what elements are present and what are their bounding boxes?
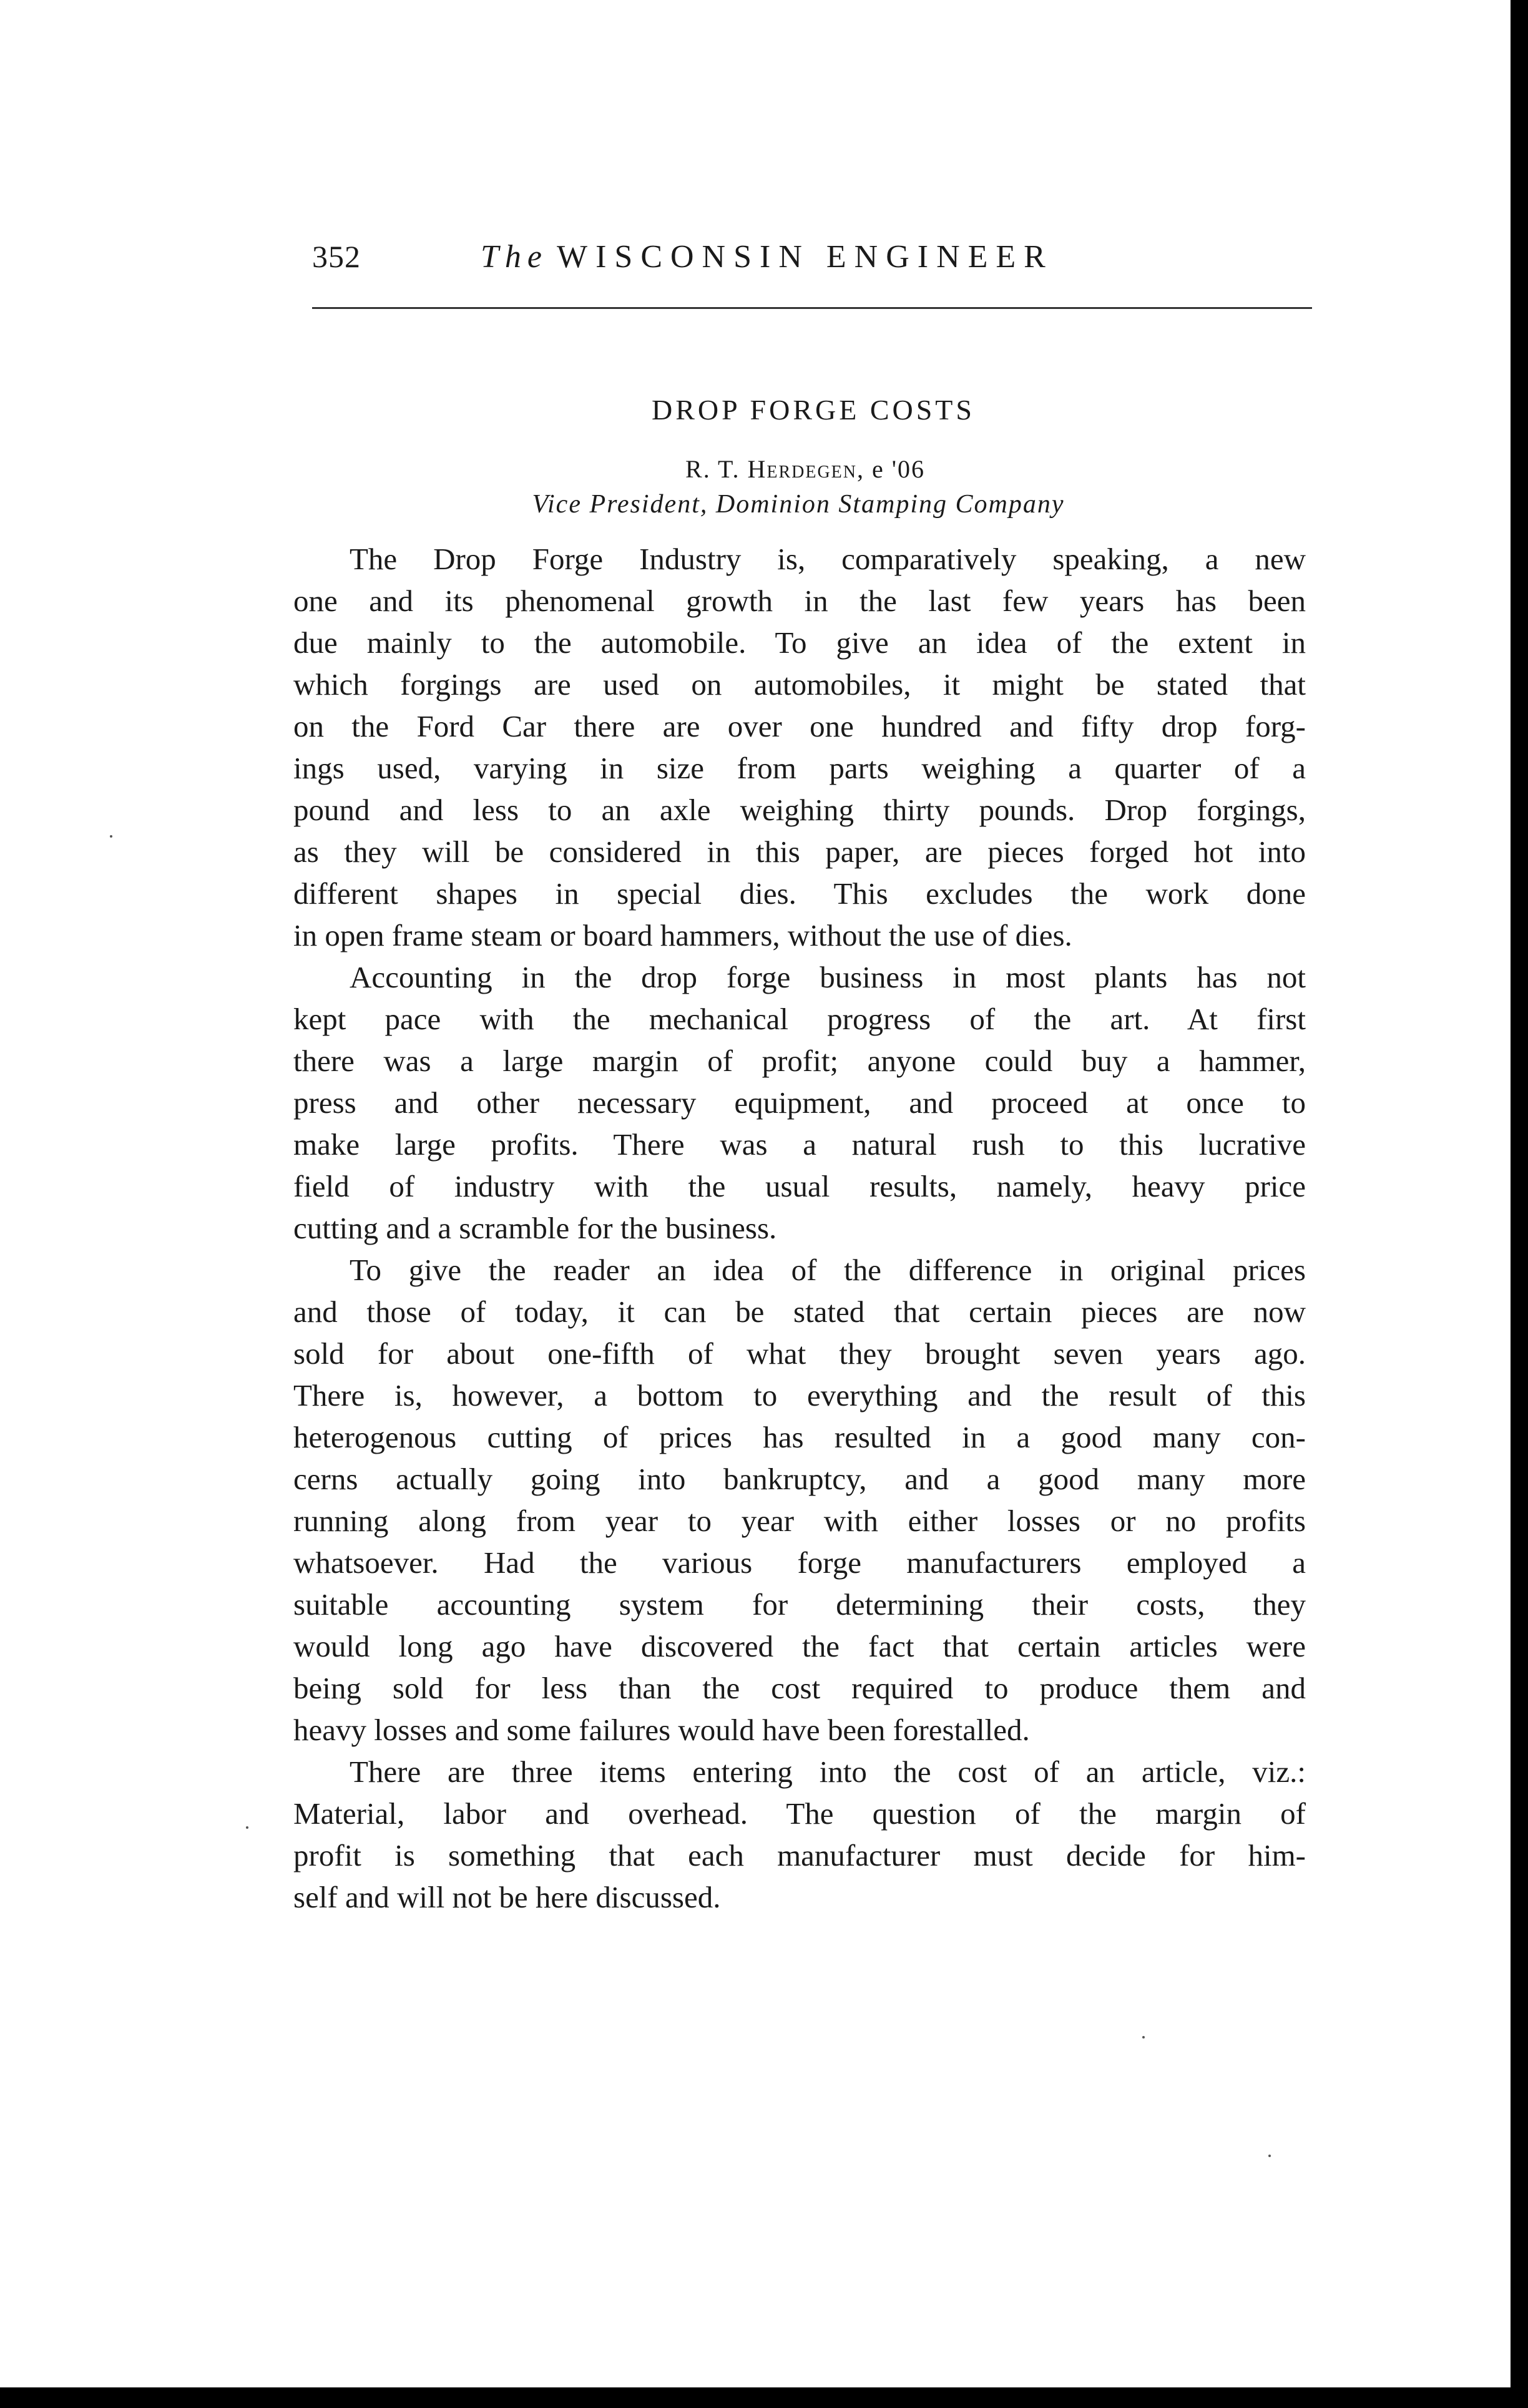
text-line: would long ago have discovered the fact that certain articles were [293, 1629, 1306, 1663]
journal-title [481, 238, 1054, 275]
text-line: profit is something that each manufacturer must decide for him- [293, 1838, 1306, 1872]
text-line: in open frame steam or board hammers, without the use of dies. [293, 918, 1072, 952]
text-line: as they will be considered in this paper, are pieces forged hot into [293, 834, 1306, 869]
article-body [293, 538, 1306, 1918]
text-line: running along from year to year with either losses or no profits [293, 1504, 1306, 1538]
text-line: on the Ford Car there are over one hundred and fifty drop forg- [293, 709, 1306, 743]
text-line: kept pace with the mechanical progress of the art. At first [293, 1002, 1306, 1036]
text-line: being sold for less than the cost required to produce them and [293, 1671, 1306, 1705]
text-line: ings used, varying in size from parts weighing a quarter of a [293, 751, 1306, 785]
text-line: press and other necessary equipment, and proceed at once to [293, 1085, 1306, 1120]
scan-speck [246, 1826, 248, 1829]
text-line: cerns actually going into bankruptcy, and a good many more [293, 1462, 1306, 1496]
text-line: which forgings are used on automobiles, it might be stated that [293, 667, 1306, 702]
text-line: one and its phenomenal growth in the last few years has been [293, 584, 1306, 618]
scan-speck [1142, 2036, 1145, 2038]
paragraph [293, 1249, 1306, 1751]
scan-speck [1268, 2155, 1271, 2157]
byline [0, 454, 1528, 484]
text-line: sold for about one-fifth of what they brought seven years ago. [293, 1336, 1306, 1371]
text-line: There is, however, a bottom to everything and the result of this [293, 1378, 1306, 1412]
paragraph [293, 956, 1306, 1249]
text-line: There are three items entering into the cost of an article, viz.: [350, 1755, 1306, 1789]
author-surname: Herdegen [747, 455, 857, 483]
journal-title-article: The [481, 239, 548, 275]
text-line: Material, labor and overhead. The question of the margin of [293, 1796, 1306, 1831]
running-head [312, 238, 1311, 282]
text-line: Accounting in the drop forge business in most plants has not [350, 960, 1306, 994]
author-affiliation: Vice President, Dominion Stamping Company [532, 490, 1065, 519]
text-line: and those of today, it can be stated that certain pieces are now [293, 1295, 1306, 1329]
text-line: pound and less to an axle weighing thirty pounds. Drop forgings, [293, 793, 1306, 827]
text-line: To give the reader an idea of the difference in original prices [350, 1253, 1306, 1287]
text-line: field of industry with the usual results, namely, heavy price [293, 1169, 1306, 1203]
author-initials: R. T. [685, 455, 740, 483]
paragraph [293, 538, 1306, 956]
text-line: whatsoever. Had the various forge manufacturers employed a [293, 1545, 1306, 1580]
page-number: 352 [312, 239, 361, 274]
text-line: The Drop Forge Industry is, comparatively speaking, a new [350, 542, 1306, 576]
header-rule [312, 307, 1312, 309]
scan-speck [110, 835, 112, 838]
text-line: make large profits. There was a natural rush to this lucrative [293, 1127, 1306, 1162]
text-line: cutting and a scramble for the business. [293, 1211, 777, 1245]
text-line: suitable accounting system for determining their costs, they [293, 1587, 1306, 1622]
journal-title-name: WISCONSIN ENGINEER [557, 239, 1054, 275]
text-line: due mainly to the automobile. To give an idea of the extent in [293, 625, 1306, 660]
text-line: heterogenous cutting of prices has resulted in a good many con- [293, 1420, 1306, 1454]
text-line: different shapes in special dies. This excludes the work done [293, 876, 1306, 911]
author-class: , e '06 [857, 455, 925, 483]
text-line: heavy losses and some failures would have been forestalled. [293, 1713, 1030, 1747]
paragraph [293, 1751, 1306, 1918]
article-title: DROP FORGE COSTS [652, 394, 975, 426]
text-line: self and will not be here discussed. [293, 1880, 721, 1914]
text-line: there was a large margin of profit; anyone could buy a hammer, [293, 1044, 1306, 1078]
